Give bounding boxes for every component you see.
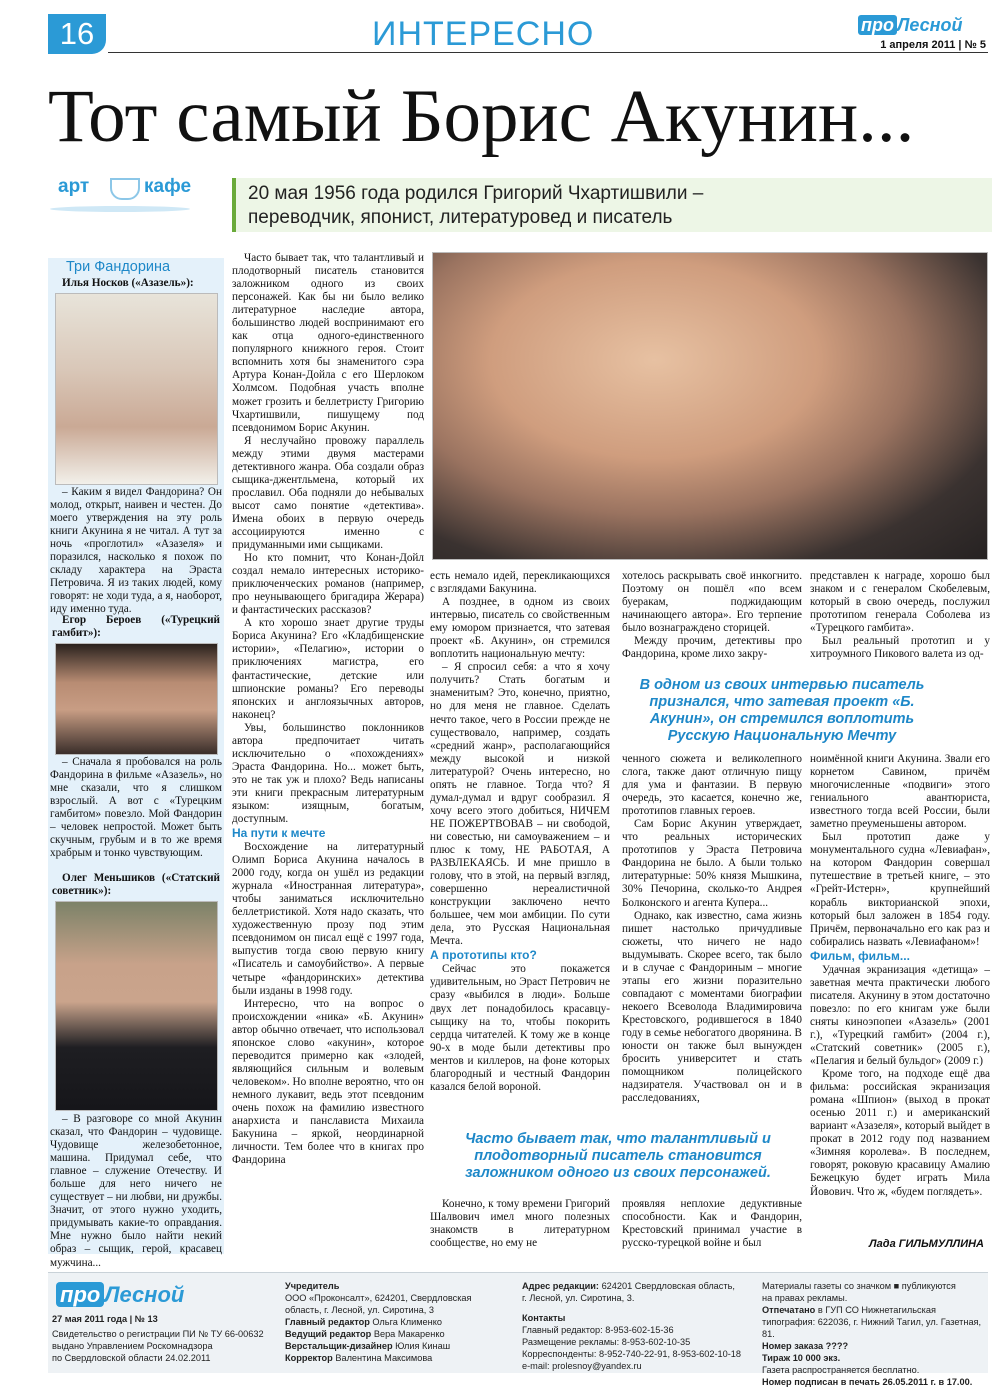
- headline: Тот самый Борис Акунин...: [48, 75, 915, 158]
- author-signature: Лада ГИЛЬМУЛЛИНА: [868, 1238, 984, 1250]
- article-column-2-bottom: Конечно, к тому времени Григорий Шалвович имел много полезных знакомств в литературном сообществе, но ему не: [430, 1198, 610, 1250]
- quote-2: – Сначала я пробовался на роль Фандорина в фильме «Азазель», но мне сказали, что я слишком взрослый. А вот с «Турецким гамбитом» повезло. Мой Фандорин – человек непростой. Может быть скучным, грубым и в то же время храбрым и тонко чувствующим.: [50, 756, 222, 860]
- subhead-path: На пути к мечте: [232, 826, 326, 841]
- pull-quote-2: Часто бывает так, что талантливый и плодотворный писатель становится заложником одного из своих персонажей.: [465, 1131, 771, 1181]
- page-number: 16: [59, 16, 95, 51]
- actor-caption-2: Егор Бероев («Турецкий гамбит»):: [52, 614, 220, 639]
- subhead-film: Фильм, фильм...: [810, 948, 910, 963]
- logo-pro: про: [858, 15, 897, 35]
- art-cafe-rubric: арт кафе: [50, 176, 200, 222]
- footer-logo-pro: про: [56, 1282, 104, 1307]
- quote-3: – В разговоре со мной Акунин сказал, что Фандорин – чудовище. Чудовище железобетонное, машина. Придумал себе, что главное – служение Отечеству. И больше для него ничего не существует – ни любви, ни дружбы. Значит, от этого нужно уходить, придумывать какие-то оправдания. Мне нужно было найти некий образ – сыщик, герой, красавец мужчина...: [50, 1113, 222, 1269]
- photo-akunin: [432, 252, 988, 560]
- footer-staff: Учредитель ООО «Проконсалт», 624201, Свердловская область, г. Лесной, ул. Сиротина, 3 Главный редактор Ольга Клименко Ведущий редактор Вера Макаренко Верстальщик-дизайнер Юлия Кинаш Корректор Валентина Максимова: [285, 1281, 472, 1363]
- actor-caption-1: Илья Носков («Азазель»):: [62, 277, 194, 289]
- article-column-3-bottom: проявляя неплохие дедуктивные способности. Как и Фандорин, Крестовский принимал участие в русско-турецкой войне и был: [622, 1198, 802, 1250]
- footer-reg: 27 мая 2011 года | № 13 Свидетельство о регистрации ПИ № ТУ 66-00632 выдано Управлением Роскомнадзора по Свердловской области 24.02.2011: [52, 1314, 264, 1363]
- subhead-proto: А прототипы кто?: [430, 948, 537, 963]
- photo-menshikov: [55, 901, 218, 1111]
- header-logo: [858, 14, 962, 36]
- photo-noskov: [55, 293, 218, 485]
- article-column-3-top: хотелось раскрывать своё инкогнито. Поэтому он пошёл «по всем буеракам, поджидающим начинающего автора». Его терпение было вознаграждено сторицей. Между прочим, детективы про Фандорина, кроме лихо закру-: [622, 570, 802, 661]
- section-title: ИНТЕРЕСНО: [372, 15, 595, 53]
- article-column-4-mid: ноимённой книги Акунина. Звали его корнетом Савином, причём многочисленные «подвиги» этого гениального авантюриста, известного тогда всей России, были заметно преуменьшены автором. Был прототип даже у монументального судна «Левиафан», на котором Фандорин совершал путешествие в третьей книге, – это «Грейт-Истерн», крупнейший корабль викторианской эпохи, который был заложен в 1854 году. Причём, первоначально его как раз и собирались назвать «Левиафаном»! Фильм, фильм... Удачная экранизация «детища» – заветная мечта практически любого писателя. Акунину в этом достаточно повезло: по его книгам уже были сняты киноэпопеи «Азазель» (2001 г.), «Турецкий гамбит» (2004 г.), «Статский советник» (2005 г.), «Пелагия и белый бульдог» (2009 г.) Кроме того, на подходе ещё два фильма: российская экранизация романа «Шпион» (выход в прокат осенью 2011 г.) и американский вариант «Азазеля», который выйдет в прокат в 2012 году под названием «Зимняя королева». В последнем, говорят, роковую красавицу Амалию Бежецкую будет играть Мила Йовович. Что ж, «будем поглядеть».: [810, 753, 990, 1198]
- article-column-2: есть немало идей, перекликающихся с взглядами Бакунина. А позднее, в одном из своих интервью, писатель со свойственным ему юмором признается, что затевая проект «Б. Акунин», он стремился воплотить национальную мечту: – Я спросил себя: а что я хочу получить? Стать богатым и знаменитым? Это, конечно, приятно, но для меня не главное. Сделать нечто такое, чего в России прежде не существовало, например, создать «средний жанр», располагающийся между высокой и низкой литературой? Очень интересно, но опять не главное. Тогда что? Я думал-думал и вдруг сообразил. Я хочу всего этого добиться, НИЧЕМ НЕ ПОЖЕРТВОВАВ – ни свободой, ни совестью, ни самоуважением – и плюс к тому, НЕ РАБОТАЯ, А РАЗВЛЕКАЯСЬ. И мне пришло в голову, что в этой, на первый взгляд, совершенно нереалистичной конструкции заключено нечто большее, чем мои амбиции. По сути дела, это Русская Национальная Мечта. А прототипы кто? Сейчас это покажется удивительным, но Эраст Петрович не сразу «выбился в люди». Больше двух лет понадобилось красавцу-сыщику на то, чтобы покорить сердца читателей. К тому же в конце 90-х в моде были детективы про ментов и киллеров, на фоне которых благородный и честный Фандорин казался белой вороной.: [430, 570, 610, 1093]
- cup-icon: [110, 178, 140, 200]
- article-column-4-top: представлен к награде, хорошо был знаком и с генералом Скобелевым, который в свою очередь, послужил прототипом генерала Соболева из «Турецкого гамбита». Был реальный прототип и у хитроумного Пикового валета из од-: [810, 570, 990, 661]
- footer-print: Материалы газеты со значком ■ публикуются на правах рекламы. Отпечатано в ГУП СО Нижнетагильская типография: 622036, г. Нижний Тагил, ул. Газетная, 81. Номер заказа ???? Тираж 10 000 экз. Газета распространяется бесплатно. Номер подписан в печать 26.05.2011 г. в 17.00.: [762, 1281, 982, 1387]
- sidebar-title: Три Фандорина: [66, 259, 171, 275]
- pull-quote-1: В одном из своих интервью писатель признался, что затевая проект «Б. Акунин», он стремился воплотить Русскую Национальную Мечту: [639, 677, 925, 744]
- footer-contacts: Адрес редакции: 624201 Свердловская область, г. Лесной, ул. Сиротина, 3. Контакты Главный редактор: 8-953-602-15-36 Размещение рекламы: 8-953-602-10-35 Корреспонденты: 8-952-740-22-91, 8-953-602-10-18 e-mail: prolesnoy@yandex.ru: [522, 1281, 741, 1371]
- quote-1: – Каким я видел Фандорина? Он молод, открыт, наивен и честен. До моего утверждения на эту роль книги Акунина я не читал. А тут за ночь «проглотил» «Азазеля» и поразился, насколько я похож по складу характера на Эраста Петровича. Я из таких людей, кому говорят: не ходи туда, а я, наоборот, иду именно туда.: [50, 486, 222, 616]
- article-column-1: Часто бывает так, что талантливый и плодотворный писатель становится заложником одного из своих персонажей. Как бы ни было велико литературное наследие автора, большинство людей воспринимают его как отца одного-единственного популярного книжного героя. Стоит вспомнить хотя бы знаменитого сэра Артура Конан-Дойла с его Шерлоком Холмсом. Подобная участь вполне может грозить и беллетристу Григорию Чхартишвили, пишущему под псевдонимом Борис Акунин. Я неслучайно провожу параллель между этими двумя мастерами детективного жанра. Оба создали образ сыщика-джентльмена, который их прославил. Оба подняли до небывалых высот само понятие «детектива». Имена обоих в первую очередь ассоциируются именно с придуманными ими сыщиками. Но кто помнит, что Конан-Дойл создал немало интересных историко-приключенческих романов (например, про неунывающего бригадира Жерара) и фантастических рассказов? А кто хорошо знает другие труды Бориса Акунина? Его «Кладбищенские истории», «Пелагию», истории о приключениях магистра, его фантастические, детские или шпионские романы? Его переводы японских и англоязычных авторов, наконец? Увы, большинство поклонников автора предпочитает читать исключительно о «похождениях» Эраста Фандорина. Но... может быть, это не так уж и плохо? Ведь написаны эти книги прекрасным литературным языком: изящным, богатым, доступным. На пути к мечте Восхождение на литературный Олимп Бориса Акунина началось в 2000 году, когда он ушёл из редакции журнала «Иностранная литература», чтобы заниматься исключительно беллетристикой. Хотя надо сказать, что художественную прозу под этим псевдонимом он писал ещё с 1997 года, выпустив тогда свою первую книгу «Писатель и самоубийство». А первые четыре «фандоринских» детектива были изданы в 1998 году. Интересно, что на вопрос о происхождении «ника» «Б. Акунин» автор обычно отвечает, что использовал японское слово «акунин», которое переводится примерно как «злодей, являющийся сильным и волевым человеком». Но вполне вероятно, что он немного лукавит, ведь этот псевдоним очень похож на фамилию известного анархиста и панслависта Михаила Бакунина – яркой, неординарной личности. Тем более что в книгах про Фандорина: [232, 252, 424, 1167]
- footer-logo: [56, 1282, 184, 1308]
- subheadline: 20 мая 1956 года родился Григорий Чхартишвили – переводчик, японист, литературовед и писатель: [248, 183, 704, 228]
- photo-beroev: [55, 643, 218, 755]
- logo-lesnoy: Лесной: [897, 15, 963, 35]
- article-column-3-mid: ченного сюжета и великолепного слога, также дают отличную пищу для ума и фантазии. В первую очередь, это касается, конечно же, прототипов главных героев. Сам Борис Акунин утверждает, что реальных исторических прототипов у Эраста Петровича Фандорина не было. А были только литературные: 50% князя Мышкина, 30% Печорина, сколько-то Андрея Болконского и агента Купера... Однако, как известно, сама жизнь пишет настолько причудливые сюжеты, что ничего не надо выдумывать. Скорее всего, так было и в случае с Фандориным – многие этапы его жизни поразительно совпадают с моментами биографии некоего Всеволода Владимировича Крестовского, родившегося в 1840 году в семье небогатого дворянина. В юности он также был вынужден бросить университет и стать помощником полицейского надзирателя. Участвовал он и в расследованиях,: [622, 753, 802, 1105]
- footer-logo-lesnoy: Лесной: [104, 1282, 185, 1307]
- actor-caption-3: Олег Меньшиков («Статский советник»):: [52, 872, 220, 897]
- issue-date: 1 апреля 2011 | № 5: [880, 39, 986, 51]
